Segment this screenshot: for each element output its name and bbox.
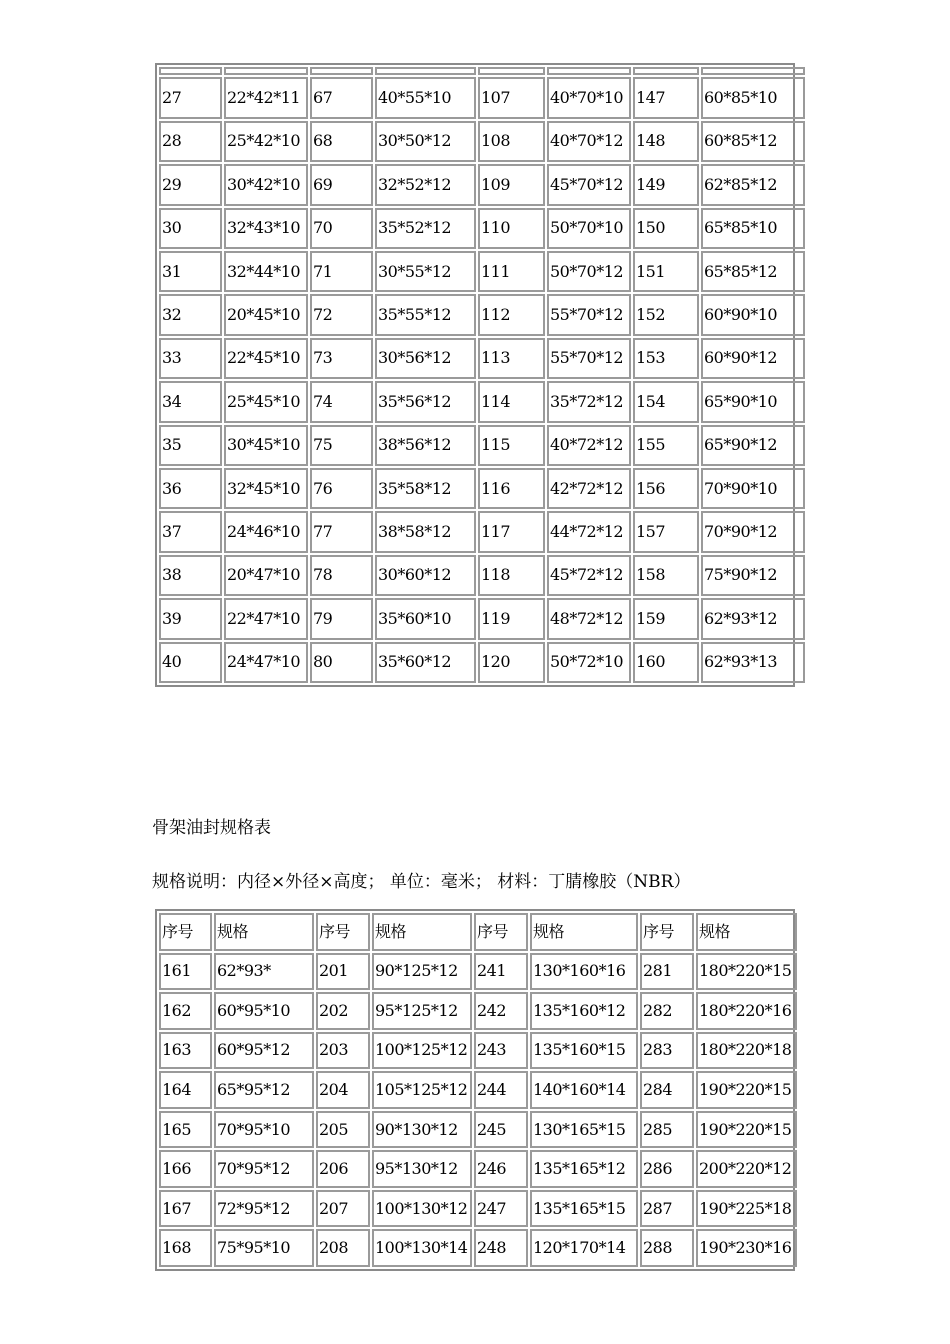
spec-cell <box>547 67 631 75</box>
serial-number-cell: 156 <box>633 468 699 509</box>
spec-cell: 35*60*10 <box>375 598 476 639</box>
spec-cell: 22*42*11 <box>224 77 308 118</box>
table-row <box>159 1111 797 1149</box>
spec-cell: 35*56*12 <box>375 381 476 422</box>
serial-number-cell: 70 <box>310 208 373 249</box>
spec-cell: 60*95*10 <box>214 992 314 1030</box>
spec-cell: 60*90*10 <box>701 294 805 335</box>
spec-cell: 90*125*12 <box>372 953 472 991</box>
serial-number-cell <box>310 67 373 75</box>
spec-cell: 62*93*13 <box>701 642 805 683</box>
spec-cell: 规格 <box>530 913 638 951</box>
table-row <box>159 1071 797 1109</box>
serial-number-cell: 113 <box>478 338 545 379</box>
spec-cell: 130*160*16 <box>530 953 638 991</box>
spec-cell: 35*55*12 <box>375 294 476 335</box>
spec-table-2 <box>155 909 795 1271</box>
header-row <box>159 913 797 951</box>
serial-number-cell: 162 <box>159 992 212 1030</box>
table-row <box>159 992 797 1030</box>
spec-cell: 35*52*12 <box>375 208 476 249</box>
serial-number-cell: 164 <box>159 1071 212 1109</box>
spec-table-1 <box>155 63 795 687</box>
serial-number-cell: 30 <box>159 208 222 249</box>
serial-number-cell: 154 <box>633 381 699 422</box>
spec-cell: 95*130*12 <box>372 1150 472 1188</box>
spec-cell: 40*70*10 <box>547 77 631 118</box>
spec-cell: 190*225*18 <box>696 1190 797 1228</box>
serial-number-cell: 149 <box>633 164 699 205</box>
table-row <box>159 425 805 466</box>
spec-cell: 140*160*14 <box>530 1071 638 1109</box>
spec-cell: 130*165*15 <box>530 1111 638 1149</box>
serial-number-cell: 114 <box>478 381 545 422</box>
table-row <box>159 208 805 249</box>
spec-cell: 100*130*14 <box>372 1229 472 1267</box>
serial-number-cell: 159 <box>633 598 699 639</box>
serial-number-cell <box>159 67 222 75</box>
spec-cell: 190*220*15 <box>696 1071 797 1109</box>
spec-cell: 32*45*10 <box>224 468 308 509</box>
spec-cell: 50*70*12 <box>547 251 631 292</box>
spec-cell: 30*50*12 <box>375 121 476 162</box>
serial-number-cell: 246 <box>474 1150 528 1188</box>
spec-cell: 44*72*12 <box>547 511 631 552</box>
serial-number-cell: 71 <box>310 251 373 292</box>
serial-number-cell: 35 <box>159 425 222 466</box>
serial-number-cell: 283 <box>640 1032 694 1070</box>
serial-number-cell: 29 <box>159 164 222 205</box>
serial-number-cell: 32 <box>159 294 222 335</box>
serial-number-cell: 245 <box>474 1111 528 1149</box>
serial-number-cell: 202 <box>316 992 370 1030</box>
table-row <box>159 164 805 205</box>
serial-number-cell: 107 <box>478 77 545 118</box>
table-row <box>159 1032 797 1070</box>
serial-number-cell: 203 <box>316 1032 370 1070</box>
spec-cell: 22*47*10 <box>224 598 308 639</box>
serial-number-cell: 40 <box>159 642 222 683</box>
spec-cell: 62*93* <box>214 953 314 991</box>
serial-number-cell: 116 <box>478 468 545 509</box>
spec-cell: 180*220*15 <box>696 953 797 991</box>
spec-table-1-body <box>159 67 805 683</box>
spec-cell: 25*45*10 <box>224 381 308 422</box>
serial-number-cell: 247 <box>474 1190 528 1228</box>
spec-cell: 190*230*16 <box>696 1229 797 1267</box>
spec-cell: 135*165*12 <box>530 1150 638 1188</box>
spec-cell <box>375 67 476 75</box>
serial-number-cell: 序号 <box>316 913 370 951</box>
spec-cell: 60*90*12 <box>701 338 805 379</box>
spec-cell: 65*95*12 <box>214 1071 314 1109</box>
spec-cell: 135*165*15 <box>530 1190 638 1228</box>
serial-number-cell: 282 <box>640 992 694 1030</box>
spec-cell: 180*220*16 <box>696 992 797 1030</box>
serial-number-cell: 110 <box>478 208 545 249</box>
spec-cell: 135*160*15 <box>530 1032 638 1070</box>
spec-cell: 32*52*12 <box>375 164 476 205</box>
serial-number-cell: 28 <box>159 121 222 162</box>
spec-cell: 50*72*10 <box>547 642 631 683</box>
serial-number-cell: 80 <box>310 642 373 683</box>
spec-cell: 30*56*12 <box>375 338 476 379</box>
section-title: 骨架油封规格表 <box>152 818 271 838</box>
spec-cell: 35*58*12 <box>375 468 476 509</box>
spec-cell: 规格 <box>696 913 797 951</box>
spec-cell: 20*47*10 <box>224 555 308 596</box>
table-row <box>159 1150 797 1188</box>
serial-number-cell: 281 <box>640 953 694 991</box>
spec-cell: 60*85*12 <box>701 121 805 162</box>
serial-number-cell: 151 <box>633 251 699 292</box>
serial-number-cell: 序号 <box>474 913 528 951</box>
serial-number-cell: 167 <box>159 1190 212 1228</box>
spec-cell: 22*45*10 <box>224 338 308 379</box>
serial-number-cell: 115 <box>478 425 545 466</box>
table-row <box>159 1229 797 1267</box>
spec-table-1-grid <box>157 65 807 685</box>
serial-number-cell: 208 <box>316 1229 370 1267</box>
spec-cell: 55*70*12 <box>547 294 631 335</box>
serial-number-cell: 序号 <box>159 913 212 951</box>
table-row <box>159 598 805 639</box>
serial-number-cell <box>478 67 545 75</box>
serial-number-cell: 148 <box>633 121 699 162</box>
serial-number-cell: 165 <box>159 1111 212 1149</box>
table-row <box>159 1190 797 1228</box>
spec-cell: 100*125*12 <box>372 1032 472 1070</box>
spec-cell: 35*60*12 <box>375 642 476 683</box>
spec-cell: 38*58*12 <box>375 511 476 552</box>
serial-number-cell: 161 <box>159 953 212 991</box>
serial-number-cell: 150 <box>633 208 699 249</box>
serial-number-cell: 206 <box>316 1150 370 1188</box>
serial-number-cell: 157 <box>633 511 699 552</box>
serial-number-cell: 112 <box>478 294 545 335</box>
spec-cell: 40*70*12 <box>547 121 631 162</box>
spec-cell: 100*130*12 <box>372 1190 472 1228</box>
serial-number-cell: 73 <box>310 338 373 379</box>
serial-number-cell: 284 <box>640 1071 694 1109</box>
serial-number-cell: 27 <box>159 77 222 118</box>
spec-cell: 38*56*12 <box>375 425 476 466</box>
serial-number-cell: 34 <box>159 381 222 422</box>
spec-cell: 60*95*12 <box>214 1032 314 1070</box>
serial-number-cell: 244 <box>474 1071 528 1109</box>
serial-number-cell: 248 <box>474 1229 528 1267</box>
spec-cell: 105*125*12 <box>372 1071 472 1109</box>
serial-number-cell: 37 <box>159 511 222 552</box>
spec-table-2-grid <box>157 911 799 1269</box>
serial-number-cell: 118 <box>478 555 545 596</box>
spec-cell: 190*220*15 <box>696 1111 797 1149</box>
serial-number-cell: 72 <box>310 294 373 335</box>
spec-cell <box>701 67 805 75</box>
serial-number-cell: 109 <box>478 164 545 205</box>
serial-number-cell: 205 <box>316 1111 370 1149</box>
serial-number-cell: 286 <box>640 1150 694 1188</box>
spec-cell: 62*85*12 <box>701 164 805 205</box>
serial-number-cell: 153 <box>633 338 699 379</box>
table-row <box>159 642 805 683</box>
serial-number-cell: 147 <box>633 77 699 118</box>
spec-cell: 120*170*14 <box>530 1229 638 1267</box>
table-row <box>159 381 805 422</box>
spec-cell: 40*55*10 <box>375 77 476 118</box>
spec-cell: 24*46*10 <box>224 511 308 552</box>
serial-number-cell: 201 <box>316 953 370 991</box>
serial-number-cell: 160 <box>633 642 699 683</box>
spec-cell: 70*95*10 <box>214 1111 314 1149</box>
serial-number-cell: 69 <box>310 164 373 205</box>
spec-cell: 规格 <box>214 913 314 951</box>
table-row <box>159 468 805 509</box>
serial-number-cell: 243 <box>474 1032 528 1070</box>
serial-number-cell: 117 <box>478 511 545 552</box>
spec-cell: 48*72*12 <box>547 598 631 639</box>
serial-number-cell: 108 <box>478 121 545 162</box>
serial-number-cell: 39 <box>159 598 222 639</box>
spec-cell: 200*220*12 <box>696 1150 797 1188</box>
spec-cell: 75*95*10 <box>214 1229 314 1267</box>
spec-cell: 32*43*10 <box>224 208 308 249</box>
table-row <box>159 77 805 118</box>
serial-number-cell: 163 <box>159 1032 212 1070</box>
spec-cell: 65*90*10 <box>701 381 805 422</box>
serial-number-cell: 119 <box>478 598 545 639</box>
spec-cell: 30*42*10 <box>224 164 308 205</box>
table-row <box>159 511 805 552</box>
spec-cell: 70*90*10 <box>701 468 805 509</box>
serial-number-cell: 75 <box>310 425 373 466</box>
spec-table-2-body <box>159 913 797 1267</box>
spec-cell: 25*42*10 <box>224 121 308 162</box>
spec-cell: 45*70*12 <box>547 164 631 205</box>
spec-description: 规格说明：内径×外径×高度； 单位：毫米； 材料：丁腈橡胶（NBR） <box>152 872 691 892</box>
spec-cell <box>224 67 308 75</box>
serial-number-cell: 79 <box>310 598 373 639</box>
serial-number-cell: 241 <box>474 953 528 991</box>
spec-cell: 35*72*12 <box>547 381 631 422</box>
spec-cell: 20*45*10 <box>224 294 308 335</box>
serial-number-cell <box>633 67 699 75</box>
spec-cell: 72*95*12 <box>214 1190 314 1228</box>
spec-cell: 90*130*12 <box>372 1111 472 1149</box>
serial-number-cell: 76 <box>310 468 373 509</box>
serial-number-cell: 33 <box>159 338 222 379</box>
spec-cell: 65*85*10 <box>701 208 805 249</box>
serial-number-cell: 242 <box>474 992 528 1030</box>
spec-cell: 32*44*10 <box>224 251 308 292</box>
spec-cell: 65*90*12 <box>701 425 805 466</box>
spec-cell: 60*85*10 <box>701 77 805 118</box>
spec-cell: 42*72*12 <box>547 468 631 509</box>
serial-number-cell: 68 <box>310 121 373 162</box>
spec-cell: 50*70*10 <box>547 208 631 249</box>
serial-number-cell: 168 <box>159 1229 212 1267</box>
table-row <box>159 338 805 379</box>
spec-cell: 30*60*12 <box>375 555 476 596</box>
serial-number-cell: 36 <box>159 468 222 509</box>
table-row <box>159 555 805 596</box>
spec-cell: 规格 <box>372 913 472 951</box>
serial-number-cell: 38 <box>159 555 222 596</box>
serial-number-cell: 序号 <box>640 913 694 951</box>
spec-cell: 62*93*12 <box>701 598 805 639</box>
serial-number-cell: 155 <box>633 425 699 466</box>
spec-cell: 70*90*12 <box>701 511 805 552</box>
serial-number-cell: 120 <box>478 642 545 683</box>
spec-cell: 55*70*12 <box>547 338 631 379</box>
serial-number-cell: 152 <box>633 294 699 335</box>
spec-cell: 180*220*18 <box>696 1032 797 1070</box>
serial-number-cell: 67 <box>310 77 373 118</box>
serial-number-cell: 111 <box>478 251 545 292</box>
header-row <box>159 67 805 75</box>
serial-number-cell: 207 <box>316 1190 370 1228</box>
serial-number-cell: 166 <box>159 1150 212 1188</box>
table-row <box>159 953 797 991</box>
serial-number-cell: 77 <box>310 511 373 552</box>
table-row <box>159 251 805 292</box>
serial-number-cell: 204 <box>316 1071 370 1109</box>
table-row <box>159 294 805 335</box>
spec-cell: 95*125*12 <box>372 992 472 1030</box>
serial-number-cell: 78 <box>310 555 373 596</box>
serial-number-cell: 285 <box>640 1111 694 1149</box>
serial-number-cell: 158 <box>633 555 699 596</box>
spec-cell: 65*85*12 <box>701 251 805 292</box>
spec-cell: 30*55*12 <box>375 251 476 292</box>
serial-number-cell: 287 <box>640 1190 694 1228</box>
spec-cell: 24*47*10 <box>224 642 308 683</box>
spec-cell: 75*90*12 <box>701 555 805 596</box>
serial-number-cell: 31 <box>159 251 222 292</box>
table-row <box>159 121 805 162</box>
serial-number-cell: 74 <box>310 381 373 422</box>
spec-cell: 30*45*10 <box>224 425 308 466</box>
spec-cell: 45*72*12 <box>547 555 631 596</box>
spec-cell: 135*160*12 <box>530 992 638 1030</box>
spec-cell: 40*72*12 <box>547 425 631 466</box>
serial-number-cell: 288 <box>640 1229 694 1267</box>
spec-cell: 70*95*12 <box>214 1150 314 1188</box>
